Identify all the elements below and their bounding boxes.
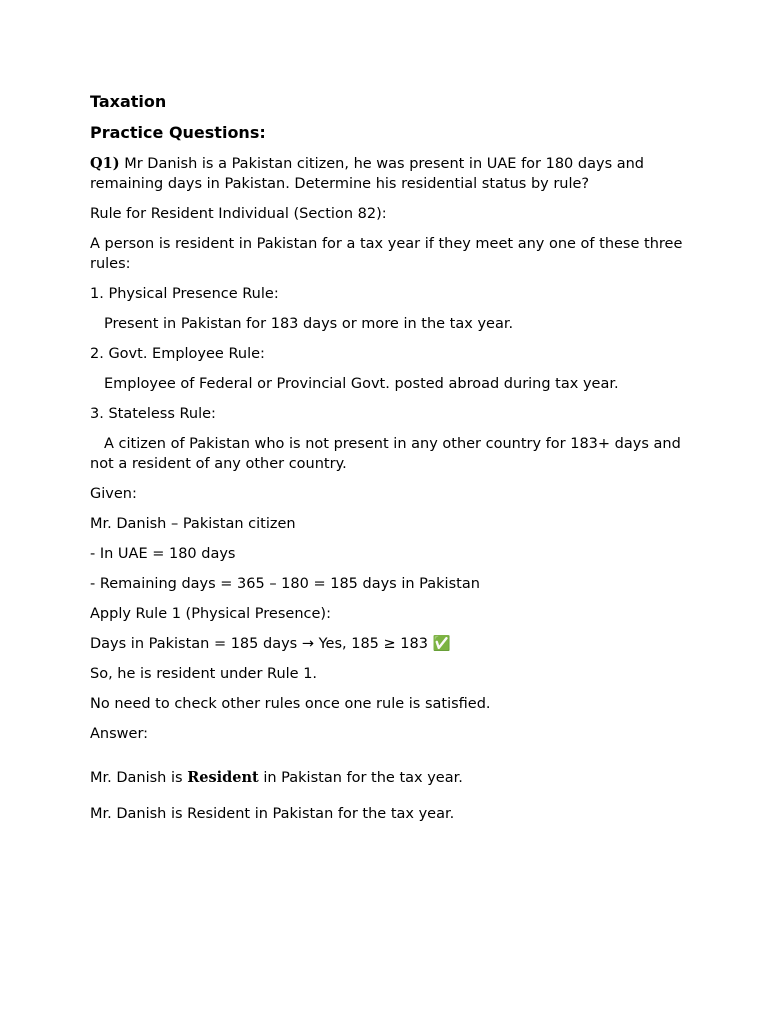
rule-intro: A person is resident in Pakistan for a tax year if they meet any one of these three rules: [90, 236, 683, 272]
answer-prefix: Mr. Danish is [90, 770, 188, 786]
rule-3-title: 3. Stateless Rule: [90, 406, 216, 422]
apply-conclusion: So, he is resident under Rule 1. [90, 666, 318, 682]
answer-line-2: Mr. Danish is Resident in Pakistan for the tax year. [90, 806, 455, 822]
rule-3-detail: A citizen of Pakistan who is not present in any other country for 183+ days and not a resident of any other country. [90, 436, 681, 472]
rule-1-detail: Present in Pakistan for 183 days or more in the tax year. [104, 316, 514, 332]
answer-label: Answer: [90, 726, 149, 742]
document-title: Taxation [90, 92, 167, 111]
apply-calculation: Days in Pakistan = 185 days → Yes, 185 ≥ 183 ✅ [90, 636, 451, 652]
given-line-1: Mr. Danish – Pakistan citizen [90, 516, 296, 532]
answer-status-bold: Resident [187, 769, 259, 786]
answer-line-1 [90, 768, 690, 788]
question-1 [90, 154, 690, 194]
rule-heading: Rule for Resident Individual (Section 82): [90, 206, 387, 222]
given-line-3: - Remaining days = 365 – 180 = 185 days in Pakistan [90, 576, 480, 592]
rule-1-title: 1. Physical Presence Rule: [90, 286, 279, 302]
question-text: Mr Danish is a Pakistan citizen, he was present in UAE for 180 days and remaining days in Pakistan. Determine his residential status by rule? [90, 156, 645, 192]
document-page [90, 92, 690, 834]
rule-2-detail: Employee of Federal or Provincial Govt. posted abroad during tax year. [104, 376, 619, 392]
question-label: Q1) [90, 155, 120, 172]
given-line-2: - In UAE = 180 days [90, 546, 236, 562]
apply-label: Apply Rule 1 (Physical Presence): [90, 606, 331, 622]
given-label: Given: [90, 486, 137, 502]
answer-suffix: in Pakistan for the tax year. [258, 770, 463, 786]
apply-note: No need to check other rules once one rule is satisfied. [90, 696, 491, 712]
rule-2-title: 2. Govt. Employee Rule: [90, 346, 265, 362]
section-heading: Practice Questions: [90, 123, 266, 142]
